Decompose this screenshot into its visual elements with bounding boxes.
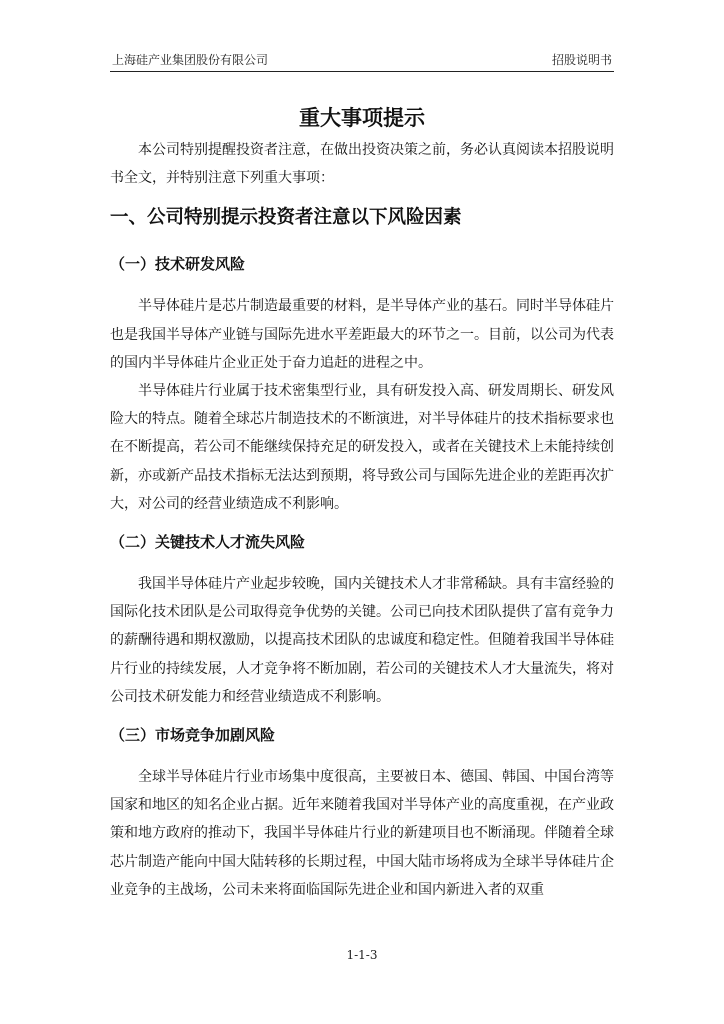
paragraph-tech-rd-1: 半导体硅片是芯片制造最重要的材料，是半导体产业的基石。同时半导体硅片也是我国半导体产业链与国际先进水平差距最大的环节之一。目前，以公司为代表的国内半导体硅片企业正处于奋力追赶的进程之中。: [110, 298, 614, 371]
subsection-heading-talent-loss: （二）关键技术人才流失风险: [110, 533, 306, 552]
section-heading-risk-factors: 一、公司特别提示投资者注意以下风险因素: [110, 207, 462, 229]
intro-paragraph: 本公司特别提醒投资者注意，在做出投资决策之前，务必认真阅读本招股说明书全文，并特别注意下列重大事项：: [110, 142, 614, 187]
page-content: [110, 100, 614, 904]
paragraph-tech-rd-2: 半导体硅片行业属于技术密集型行业，具有研发投入高、研发周期长、研发风险大的特点。随着全球芯片制造技术的不断演进，对半导体硅片的技术指标要求也在不断提高，若公司不能继续保持充足的研发投入，或者在关键技术上未能持续创新，亦或新产品技术指标无法达到预期，将导致公司与国际先进企业的差距再次扩大，对公司的经营业绩造成不利影响。: [110, 383, 614, 512]
company-name: 上海硅产业集团股份有限公司: [112, 53, 269, 67]
page-title: 重大事项提示: [299, 106, 425, 130]
document-type: 招股说明书: [551, 53, 612, 67]
paragraph-market-competition: 全球半导体硅片行业市场集中度很高，主要被日本、德国、韩国、中国台湾等国家和地区的知名企业占据。近年来随着我国对半导体产业的高度重视，在产业政策和地方政府的推动下，我国半导体硅片行业的新建项目也不断涌现。伴随着全球芯片制造产能向中国大陆转移的长期过程，中国大陆市场将成为全球半导体硅片企业竞争的主战场，公司未来将面临国际先进企业和国内新进入者的双重: [110, 769, 614, 898]
subsection-heading-tech-rd: （一）技术研发风险: [110, 255, 246, 274]
subsection-heading-market-competition: （三）市场竞争加剧风险: [110, 726, 276, 745]
page-header: [110, 49, 614, 72]
page-number: 1-1-3: [346, 948, 378, 962]
paragraph-talent-loss: 我国半导体硅片产业起步较晚，国内关键技术人才非常稀缺。具有丰富经验的国际化技术团队是公司取得竞争优势的关键。公司已向技术团队提供了富有竞争力的薪酬待遇和期权激励，以提高技术团队的忠诚度和稳定性。但随着我国半导体硅片行业的持续发展，人才竞争将不断加剧，若公司的关键技术人才大量流失，将对公司技术研发能力和经营业绩造成不利影响。: [110, 576, 614, 705]
